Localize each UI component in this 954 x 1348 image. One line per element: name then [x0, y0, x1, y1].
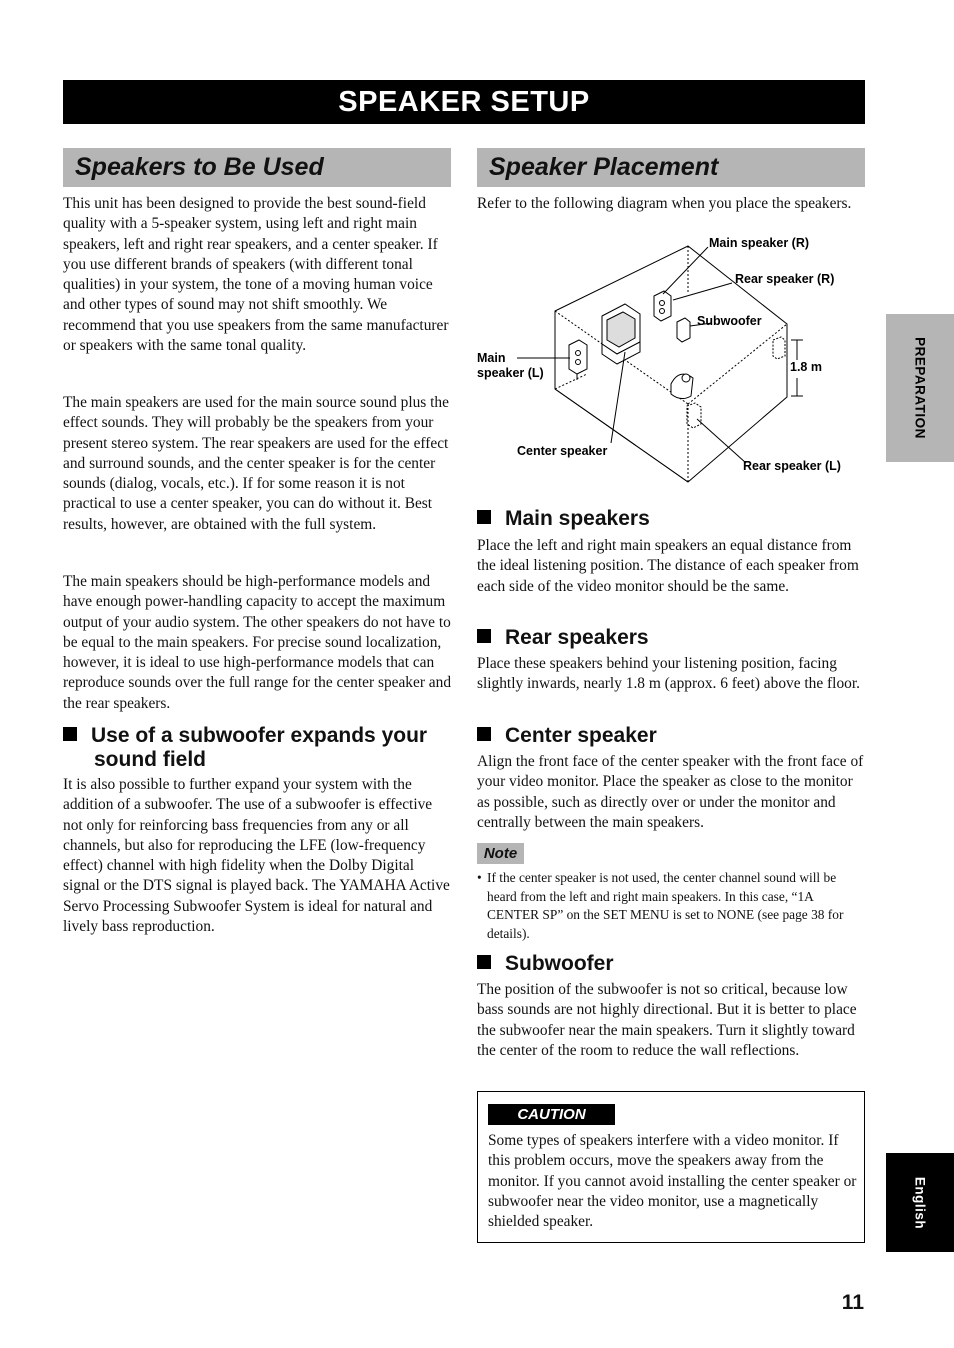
paragraph-center-speaker: Align the front face of the center speaker with the front face of your video monitor. Place the speaker as close to the monitor as possible, such as directly over or under the monitor and centrally between the main speakers.	[477, 753, 864, 831]
label-rear-speaker-r: Rear speaker (R)	[735, 272, 835, 286]
subheading-text: Use of a subwoofer expands your sound field	[91, 724, 428, 771]
speaker-placement-diagram	[477, 234, 867, 490]
note-body: If the center speaker is not used, the center channel sound will be heard from the left and right main speakers. In this case, “1A CENTER SP” on the SET MENU is set to NONE (see page 38 for details).	[487, 870, 844, 941]
section-heading-speaker-placement: Speaker Placement	[477, 148, 865, 187]
note-label: Note	[477, 843, 524, 864]
subheading-main-speakers	[477, 507, 867, 531]
square-bullet-icon	[477, 727, 491, 741]
section-heading-speakers-to-be-used: Speakers to Be Used	[63, 148, 451, 187]
subheading-text: Rear speakers	[505, 626, 649, 649]
bullet-icon: •	[477, 870, 482, 885]
note-text	[477, 869, 867, 943]
page-title: SPEAKER SETUP	[63, 80, 865, 124]
paragraph-intro: This unit has been designed to provide the best sound-field quality with a 5-speaker system, using left and right main speakers, left and right rear speakers, and a center speaker. If you use different brands of speakers (with different tonal qualities) in your system, the tone of a moving human voice and other types of sound may not shift smoothly. We recommend that you use speakers from the same manufacturer or speakers with the same tonal quality.	[63, 195, 449, 355]
subheading-subwoofer	[477, 952, 867, 976]
square-bullet-icon	[477, 955, 491, 969]
caution-text: Some types of speakers interfere with a video monitor. If this problem occurs, move the speakers away from the monitor. If you cannot avoid installing the center speaker or subwoofer near the video monitor, use a magnetically shielded speaker.	[488, 1132, 857, 1231]
page-number: 11	[841, 1291, 864, 1314]
side-tab-english	[886, 1153, 954, 1252]
label-subwoofer: Subwoofer	[697, 314, 762, 328]
square-bullet-icon	[63, 727, 77, 741]
label-main-speaker-l-line1: Main	[477, 351, 506, 365]
subheading-subwoofer-expands	[63, 724, 489, 772]
paragraph-placement-intro: Refer to the following diagram when you place the speakers.	[477, 195, 852, 212]
subheading-rear-speakers	[477, 626, 867, 650]
paragraph-main-rear-center: The main speakers are used for the main source sound plus the effect sounds. They will probably be the speakers from your present stereo system. The rear speakers are used for the effect and surround sounds, and the center speaker is for the center sounds (dialog, vocals, etc.). If for some reason it is not practical to use a center speaker, you can do without it. Best results, however, are obtained with the full system.	[63, 394, 449, 533]
label-main-speaker-l-line2: speaker (L)	[477, 366, 544, 380]
side-tab-preparation	[886, 314, 954, 462]
label-center-speaker: Center speaker	[517, 444, 608, 458]
caution-box	[477, 1091, 865, 1243]
paragraph-subwoofer-placement: The position of the subwoofer is not so critical, because low bass sounds are not highly directional. But it is better to place the subwoofer near the main speakers. Turn it slightly toward the center of the room to reduce the wall reflections.	[477, 981, 857, 1059]
paragraph-rear-speakers: Place these speakers behind your listening position, facing slightly inwards, nearly 1.8 m (approx. 6 feet) above the floor.	[477, 655, 860, 693]
square-bullet-icon	[477, 629, 491, 643]
subheading-text: Main speakers	[505, 507, 650, 530]
paragraph-main-speakers: Place the left and right main speakers an equal distance from the ideal listening position. The distance of each speaker from each side of the video monitor should be the same.	[477, 537, 859, 595]
label-rear-speaker-l: Rear speaker (L)	[743, 459, 841, 473]
label-height: 1.8 m	[790, 360, 822, 374]
paragraph-performance: The main speakers should be high-performance models and have enough power-handling capacity to accept the maximum output of your audio system. The other speakers do not have to be equal to the main speakers. For precise sound localization, however, it is ideal to use high-performance models that can reproduce sounds over the full range for the center speaker and the rear speakers.	[63, 573, 452, 712]
label-main-speaker-r: Main speaker (R)	[709, 236, 810, 250]
side-tab-label: English	[912, 1176, 928, 1229]
subheading-center-speaker	[477, 724, 867, 748]
side-tab-label: PREPARATION	[912, 337, 928, 439]
paragraph-subwoofer: It is also possible to further expand your system with the addition of a subwoofer. The use of a subwoofer is effective not only for reinforcing bass frequencies from any or all channels, but also for reproducing the LFE (low-frequency effect) channel with high fidelity when the Dolby Digital signal or the DTS signal is played back. The YAMAHA Active Servo Processing Subwoofer System is ideal for natural and lively bass reproduction.	[63, 776, 450, 936]
caution-label: CAUTION	[488, 1104, 615, 1125]
subheading-text: Center speaker	[505, 724, 657, 747]
square-bullet-icon	[477, 510, 491, 524]
subheading-text: Subwoofer	[505, 952, 614, 975]
